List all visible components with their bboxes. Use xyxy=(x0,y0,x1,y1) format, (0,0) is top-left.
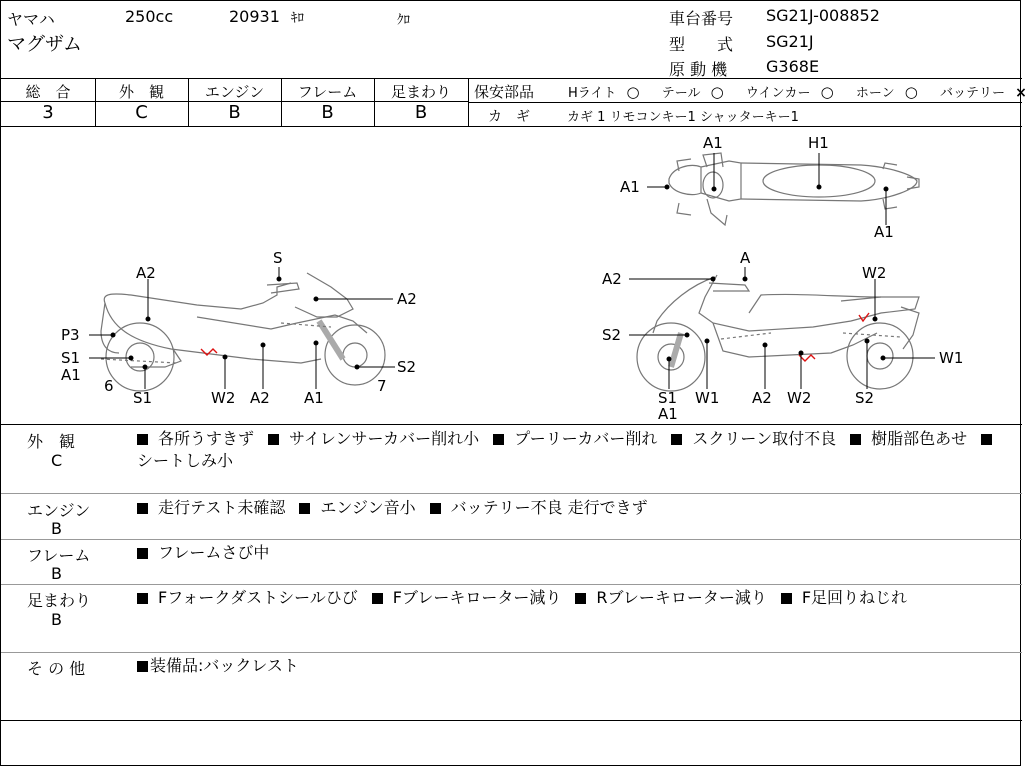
bullet-icon xyxy=(850,434,861,445)
displacement: 250cc xyxy=(125,7,174,26)
left-label-7: 7 xyxy=(377,377,387,395)
bullet-icon xyxy=(781,593,792,604)
safety-item-mark: ○ xyxy=(820,83,834,101)
left-label-w2: W2 xyxy=(211,389,236,407)
right-side-scooter xyxy=(637,275,919,391)
note-item xyxy=(430,498,648,517)
note-suspension-grade: B xyxy=(51,610,62,629)
note-text: 装備品:バックレスト xyxy=(150,656,299,675)
right-label-w2-bottom: W2 xyxy=(787,389,812,407)
note-item xyxy=(137,429,254,448)
note-frame-grade: B xyxy=(51,564,62,583)
grade-overall-label: 総 合 xyxy=(25,83,71,101)
top-label-a1-rear: A1 xyxy=(874,223,894,241)
note-exterior-items xyxy=(137,428,1017,472)
left-label-s1: S1 xyxy=(61,349,81,367)
right-label-w1-bottom: W1 xyxy=(695,389,720,407)
note-text: F足回りねじれ xyxy=(801,588,908,607)
safety-parts-label: 保安部品 xyxy=(474,83,535,101)
note-item xyxy=(299,498,415,517)
note-engine-items xyxy=(137,497,1017,519)
bullet-icon xyxy=(137,434,148,445)
note-item xyxy=(671,429,836,448)
right-label-a: A xyxy=(740,249,751,267)
left-label-s2: S2 xyxy=(397,358,417,376)
note-item xyxy=(372,588,562,607)
safety-item-headlight xyxy=(568,83,658,101)
right-label-s2: S2 xyxy=(602,326,622,344)
right-label-w2: W2 xyxy=(862,264,887,282)
divider xyxy=(1,78,1022,79)
left-label-s: S xyxy=(273,249,283,267)
bullet-icon xyxy=(671,434,682,445)
note-item xyxy=(137,588,358,607)
note-text: 走行テスト未確認 xyxy=(158,498,286,517)
safety-item-label: バッテリー xyxy=(940,86,1006,101)
divider xyxy=(1,493,1022,494)
right-label-a1: A1 xyxy=(658,405,678,423)
bullet-icon xyxy=(137,593,148,604)
engine-model-label: 原 動 機 xyxy=(669,60,728,79)
keys-label: カ ギ xyxy=(488,109,530,125)
safety-item-mark: ○ xyxy=(626,83,640,101)
note-text: サイレンサーカバー削れ小 xyxy=(289,429,480,448)
grade-engine-label: エンジン xyxy=(204,83,265,101)
grade-frame-label: フレーム xyxy=(297,83,358,101)
right-label-a2-bottom: A2 xyxy=(752,389,772,407)
bullet-icon xyxy=(268,434,279,445)
frame-no-label: 車台番号 xyxy=(669,9,734,28)
grade-exterior-value: C xyxy=(135,102,148,123)
safety-parts-list xyxy=(568,82,1027,101)
divider xyxy=(1,584,1022,585)
right-label-s1: S1 xyxy=(658,389,678,407)
note-text: Fブレーキローター減り xyxy=(392,588,562,607)
type-value: SG21J xyxy=(766,32,814,51)
mileage-unit: ｷﾛ xyxy=(291,11,304,26)
left-label-a2-bottom: A2 xyxy=(250,389,270,407)
maker-name: ヤマハ xyxy=(7,10,55,29)
keys-value: カギ 1 リモコンキー1 シャッターキー1 xyxy=(567,110,799,125)
top-label-a1-handle: A1 xyxy=(703,134,723,152)
left-label-6: 6 xyxy=(104,377,114,395)
note-frame-items xyxy=(137,542,1017,564)
top-label-a1-front: A1 xyxy=(620,178,640,196)
bullet-icon xyxy=(137,503,148,514)
grade-suspension-value: B xyxy=(414,102,428,123)
note-text: 各所うすきず xyxy=(158,429,255,448)
divider xyxy=(1,424,1022,425)
note-item xyxy=(268,429,479,448)
note-engine-grade: B xyxy=(51,519,62,538)
bullet-icon xyxy=(493,434,504,445)
bullet-icon xyxy=(137,548,148,559)
note-text: スクリーン取付不良 xyxy=(692,429,837,448)
note-text: プーリーカバー削れ xyxy=(514,429,658,448)
divider xyxy=(469,102,1022,103)
safety-item-label: ホーン xyxy=(855,86,895,101)
divider xyxy=(1,720,1022,721)
note-suspension-items xyxy=(137,587,1017,609)
left-label-a2-cowl: A2 xyxy=(397,290,417,308)
grade-overall-value: 3 xyxy=(42,102,54,123)
bullet-icon xyxy=(575,593,586,604)
grade-engine-value: B xyxy=(228,102,241,123)
note-item xyxy=(137,498,285,517)
divider xyxy=(468,78,469,126)
bullet-icon xyxy=(981,434,992,445)
note-text: Rブレーキローター減り xyxy=(596,588,767,607)
right-label-s2-bottom: S2 xyxy=(855,389,875,407)
note-engine-section: エンジン xyxy=(27,501,91,520)
safety-item-battery xyxy=(940,86,1027,101)
top-label-h1: H1 xyxy=(808,134,829,152)
note-text: シートしみ小 xyxy=(137,451,234,470)
note-item xyxy=(781,588,907,607)
note-item xyxy=(137,656,299,675)
right-label-w1: W1 xyxy=(939,349,964,367)
note-exterior-grade: C xyxy=(51,451,63,470)
bullet-icon xyxy=(137,661,148,672)
note-text: Fフォークダストシールひび xyxy=(158,588,358,607)
divider xyxy=(1,652,1022,653)
damage-diagram xyxy=(1,127,1021,423)
note-suspension-section: 足まわり xyxy=(27,591,92,610)
note-other-items xyxy=(137,655,1017,677)
left-label-a1: A1 xyxy=(61,366,81,384)
left-label-a2-seat: A2 xyxy=(136,264,156,282)
safety-item-mark: ○ xyxy=(710,83,724,101)
bullet-icon xyxy=(430,503,441,514)
left-side-scooter xyxy=(101,273,385,391)
note-text: フレームさび中 xyxy=(158,543,270,562)
note-text: 樹脂部色あせ xyxy=(871,429,968,448)
note-item xyxy=(493,429,657,448)
note-other-section: そ の 他 xyxy=(27,659,86,678)
note-text: バッテリー不良 走行できず xyxy=(450,498,648,517)
safety-item-label: Hライト xyxy=(568,86,617,101)
bullet-icon xyxy=(299,503,310,514)
safety-item-label: ウインカー xyxy=(745,86,811,101)
note-item xyxy=(575,588,766,607)
safety-item-mark: × xyxy=(1015,85,1027,101)
model-name: マグザム xyxy=(7,33,83,55)
left-label-p3: P3 xyxy=(61,326,80,344)
type-label: 型 式 xyxy=(669,35,734,54)
note-exterior-section: 外 観 xyxy=(27,432,76,451)
bullet-icon xyxy=(372,593,383,604)
safety-item-label: テール xyxy=(661,86,701,101)
grade-frame-value: B xyxy=(321,102,334,123)
note-item xyxy=(850,429,967,448)
top-view-scooter xyxy=(669,153,919,225)
note-item xyxy=(137,543,269,562)
left-label-s1-bottom: S1 xyxy=(133,389,153,407)
left-label-a1-bottom: A1 xyxy=(304,389,324,407)
safety-item-tail xyxy=(661,83,742,101)
mileage xyxy=(229,7,304,26)
safety-item-winker xyxy=(745,83,852,101)
grade-suspension-label: 足まわり xyxy=(390,83,451,101)
mileage-value: 20931 xyxy=(229,7,280,26)
note-frame-section: フレーム xyxy=(27,546,91,565)
frame-no: SG21J-008852 xyxy=(766,6,880,25)
safety-item-horn xyxy=(855,83,936,101)
note-text: エンジン音小 xyxy=(320,498,416,517)
safety-item-mark: ○ xyxy=(904,83,918,101)
grade-exterior-label: 外 観 xyxy=(118,83,164,101)
divider xyxy=(1,539,1022,540)
engine-model: G368E xyxy=(766,57,820,76)
right-label-a2: A2 xyxy=(602,270,622,288)
color: ｸﾛ xyxy=(397,13,410,28)
